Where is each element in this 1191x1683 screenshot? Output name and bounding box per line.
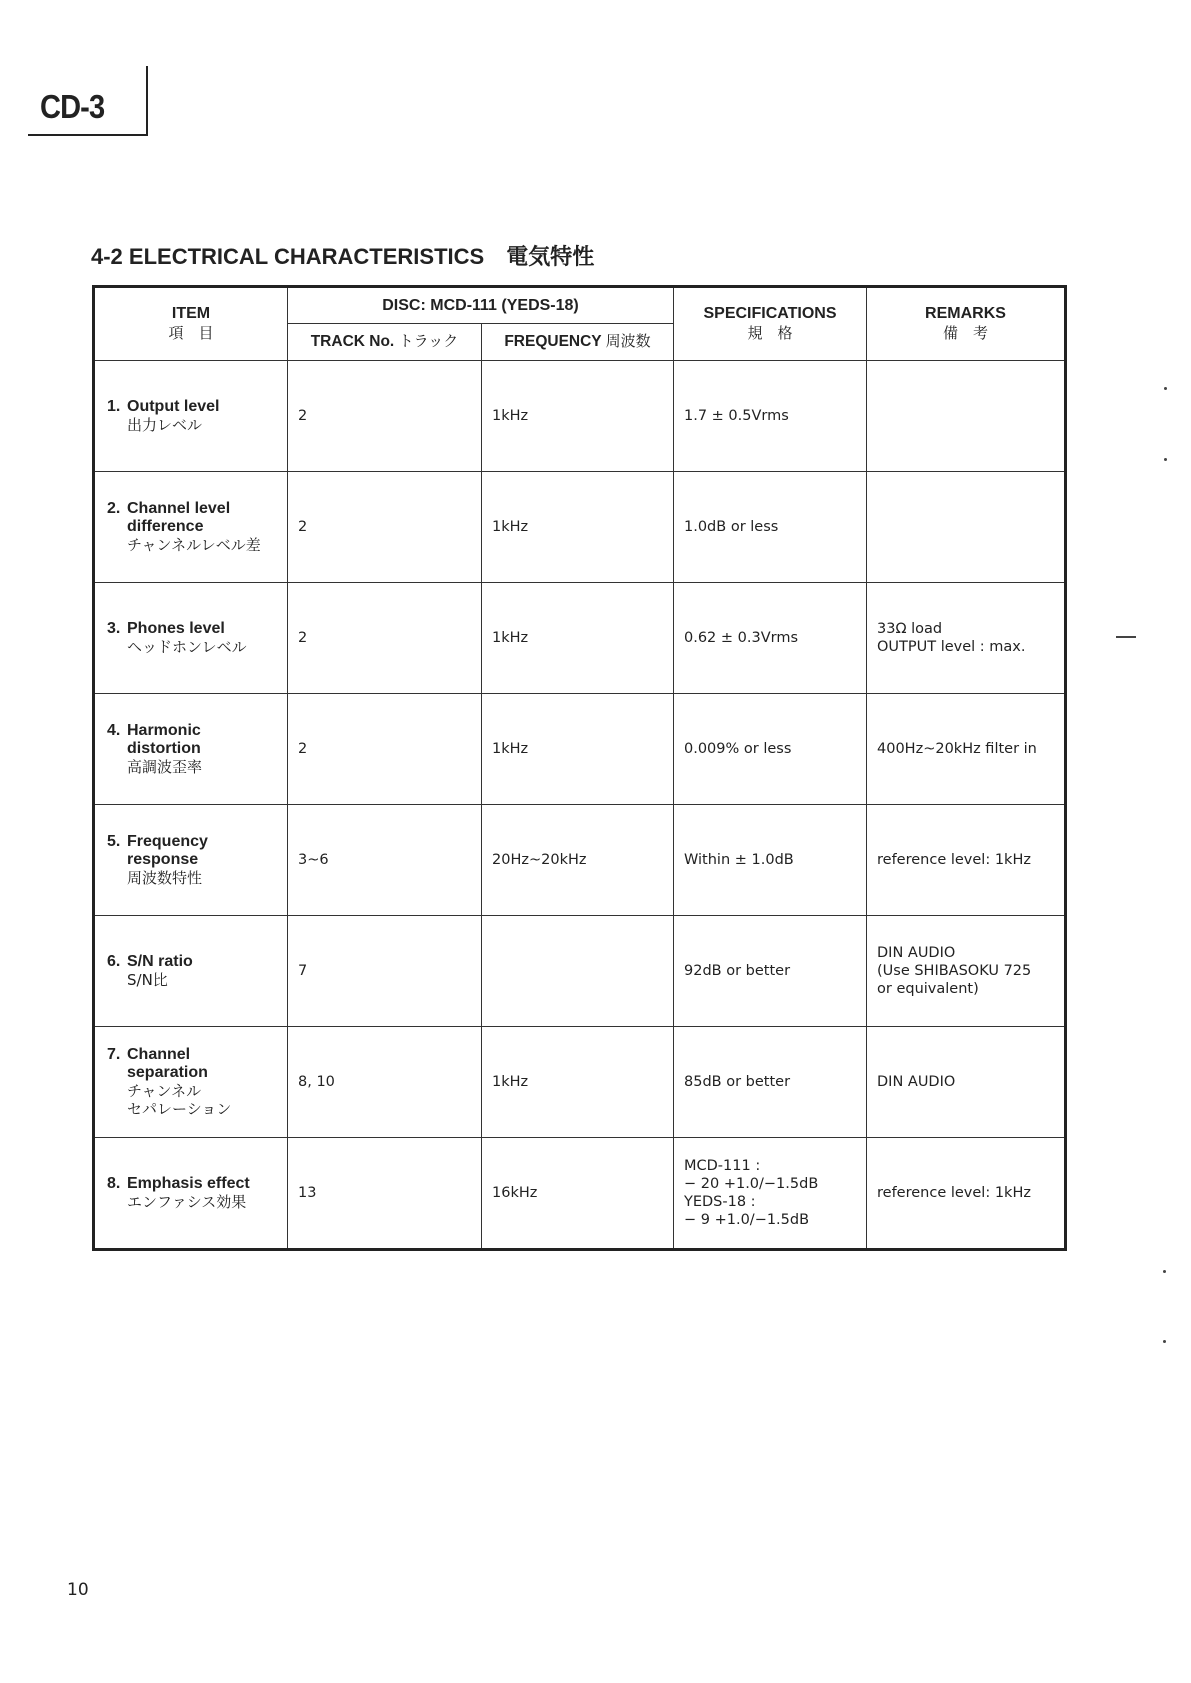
item-number: 4. [107, 722, 121, 739]
spec-cell: 85dB or better [674, 1027, 867, 1138]
item-title-jp: 出力レベル [127, 416, 203, 434]
header-disc: DISC: MCD-111 (YEDS-18) [288, 287, 674, 324]
item-cell [94, 916, 288, 1027]
frequency-cell: 1kHz [482, 694, 674, 805]
item-cell [94, 694, 288, 805]
item-number: 6. [107, 953, 121, 970]
track-cell: 2 [288, 694, 482, 805]
item-cell [94, 583, 288, 694]
item-cell [94, 805, 288, 916]
item-title-jp: エンファシス効果 [127, 1193, 247, 1211]
header-frequency-en: FREQUENCY [504, 333, 602, 350]
header-remarks [867, 287, 1066, 361]
section-title-jp: 電気特性 [506, 244, 595, 269]
header-frequency-jp: 周波数 [605, 333, 651, 350]
table-row [94, 583, 1066, 694]
item-cell [94, 1027, 288, 1138]
header-remarks-jp: 備 考 [942, 325, 988, 342]
margin-mark [1116, 636, 1136, 638]
header-specifications-en: SPECIFICATIONS [703, 305, 837, 322]
table-row [94, 1138, 1066, 1250]
frequency-cell: 1kHz [482, 361, 674, 472]
remarks-cell [867, 472, 1066, 583]
item-number: 8. [107, 1175, 121, 1192]
item-title: Frequency response [127, 833, 208, 868]
scan-speck [1164, 387, 1167, 390]
track-cell: 8, 10 [288, 1027, 482, 1138]
model-label: CD-3 [40, 88, 105, 125]
scan-speck [1163, 1340, 1166, 1343]
header-track-en: TRACK No. [310, 333, 395, 350]
item-title-jp: チャンネル セパレーション [127, 1082, 232, 1118]
header-frequency [482, 324, 674, 361]
table-row [94, 472, 1066, 583]
item-title: Phones level [127, 620, 225, 637]
item-number: 7. [107, 1046, 121, 1063]
track-cell: 2 [288, 361, 482, 472]
item-title: Harmonic distortion [127, 722, 201, 757]
item-title-jp: 周波数特性 [127, 869, 203, 887]
frequency-cell: 20Hz~20kHz [482, 805, 674, 916]
table-row [94, 805, 1066, 916]
item-title: Output level [127, 398, 220, 415]
item-cell [94, 361, 288, 472]
remarks-cell: DIN AUDIO [867, 1027, 1066, 1138]
item-title-jp: 高調波歪率 [127, 758, 203, 776]
remarks-cell [867, 361, 1066, 472]
table-body [94, 361, 1066, 1250]
track-cell: 2 [288, 472, 482, 583]
header-item [94, 287, 288, 361]
item-number: 1. [107, 398, 121, 415]
item-title: Emphasis effect [127, 1175, 250, 1192]
item-number: 3. [107, 620, 121, 637]
frequency-cell: 16kHz [482, 1138, 674, 1250]
header-track-jp: トラック [398, 333, 459, 350]
item-cell [94, 1138, 288, 1250]
item-title-jp: ヘッドホンレベル [127, 638, 247, 656]
track-cell: 7 [288, 916, 482, 1027]
item-title: S/N ratio [127, 953, 193, 970]
item-title-jp: チャンネルレベル差 [127, 536, 261, 554]
table-row [94, 916, 1066, 1027]
section-title-en: 4-2 ELECTRICAL CHARACTERISTICS [91, 244, 485, 269]
page-number: 10 [67, 1580, 89, 1600]
remarks-cell: DIN AUDIO (Use SHIBASOKU 725 or equivalent) [867, 916, 1066, 1027]
spec-cell: Within ± 1.0dB [674, 805, 867, 916]
frequency-cell: 1kHz [482, 472, 674, 583]
scan-speck [1164, 458, 1167, 461]
item-title: Channel level difference [127, 500, 231, 535]
spec-cell: 0.62 ± 0.3Vrms [674, 583, 867, 694]
model-label-box [28, 66, 148, 136]
track-cell: 2 [288, 583, 482, 694]
spec-cell: 92dB or better [674, 916, 867, 1027]
spec-cell: 1.0dB or less [674, 472, 867, 583]
remarks-cell: 33Ω load OUTPUT level : max. [867, 583, 1066, 694]
electrical-characteristics-table [92, 285, 1067, 1251]
header-specifications [674, 287, 867, 361]
table-row [94, 1027, 1066, 1138]
remarks-cell: 400Hz~20kHz filter in [867, 694, 1066, 805]
header-remarks-en: REMARKS [925, 305, 1006, 322]
header-item-jp: 項 目 [168, 325, 214, 342]
header-specifications-jp: 規 格 [747, 325, 793, 342]
spec-cell: MCD-111 : − 20 +1.0/−1.5dB YEDS-18 : − 9 +1.0/−1.5dB [674, 1138, 867, 1250]
item-cell [94, 472, 288, 583]
frequency-cell: 1kHz [482, 583, 674, 694]
track-cell: 13 [288, 1138, 482, 1250]
remarks-cell: reference level: 1kHz [867, 1138, 1066, 1250]
frequency-cell: 1kHz [482, 1027, 674, 1138]
table-row [94, 361, 1066, 472]
remarks-cell: reference level: 1kHz [867, 805, 1066, 916]
item-number: 5. [107, 833, 121, 850]
track-cell: 3~6 [288, 805, 482, 916]
scan-speck [1163, 1270, 1166, 1273]
spec-cell: 0.009% or less [674, 694, 867, 805]
section-title [91, 240, 594, 271]
item-number: 2. [107, 500, 121, 517]
header-item-en: ITEM [171, 305, 211, 322]
item-title-jp: S/N比 [127, 971, 168, 989]
frequency-cell [482, 916, 674, 1027]
spec-cell: 1.7 ± 0.5Vrms [674, 361, 867, 472]
table-row [94, 694, 1066, 805]
item-title: Channel separation [127, 1046, 208, 1081]
header-track [288, 324, 482, 361]
